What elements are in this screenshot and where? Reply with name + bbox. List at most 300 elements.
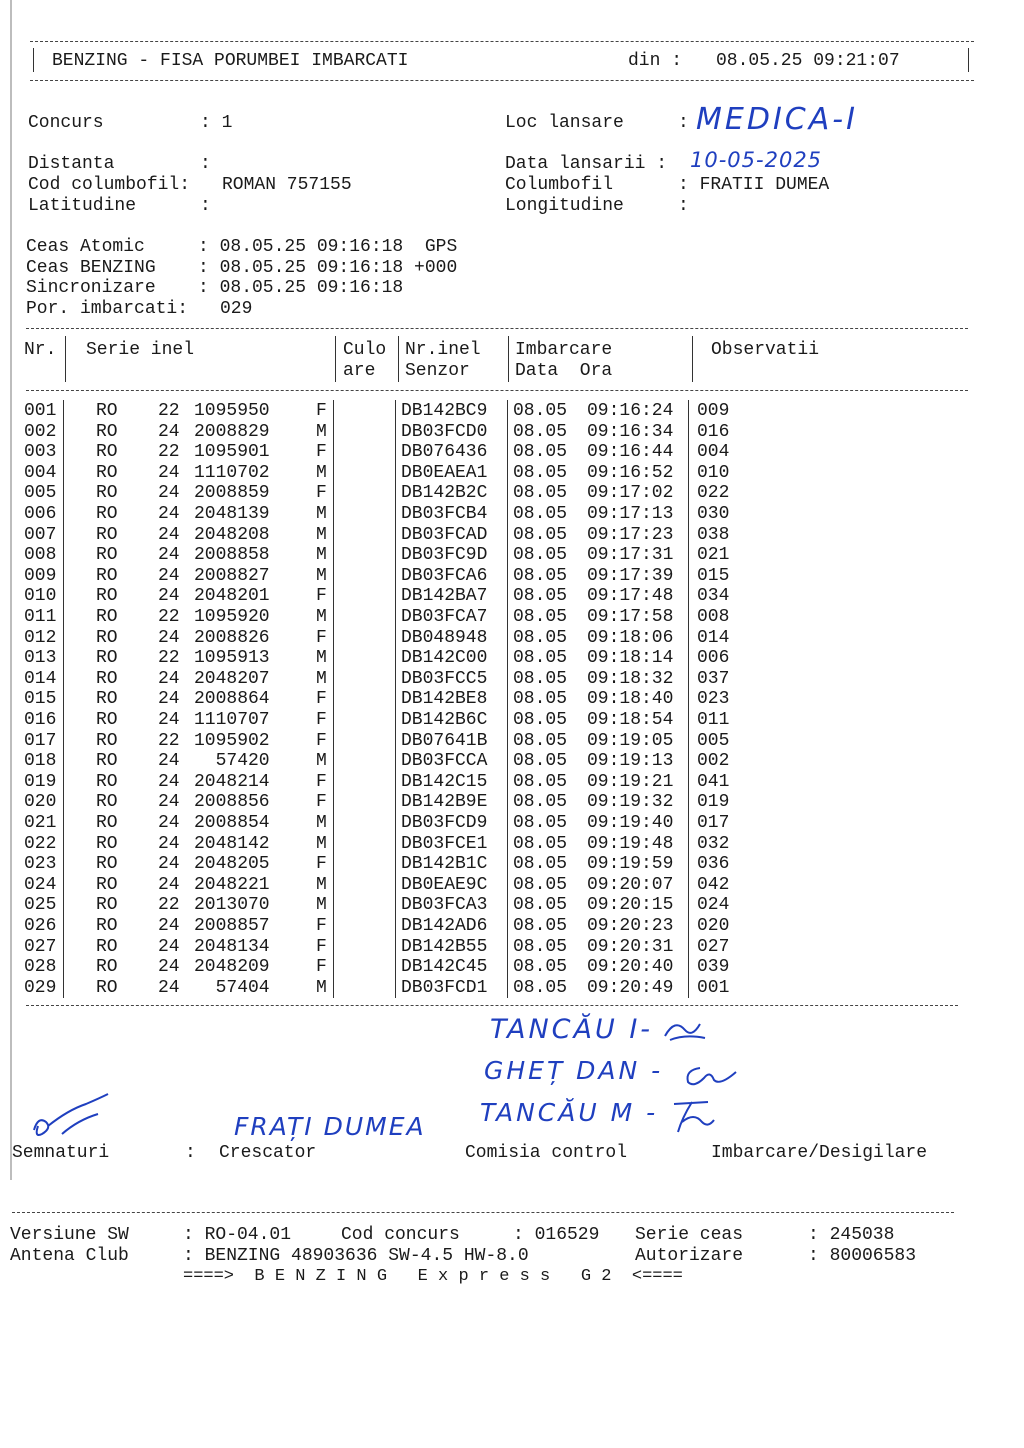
- cell-obs: 030: [697, 504, 730, 524]
- cell-ora: 09:20:23: [587, 916, 674, 936]
- cell-ora: 09:17:02: [587, 483, 674, 504]
- cell-an: 22: [158, 607, 180, 627]
- cell-ora: 09:18:32: [587, 668, 674, 689]
- cell-an: 24: [158, 854, 180, 875]
- cell-ora: 09:20:15: [587, 895, 674, 916]
- cell-nr: 010: [24, 586, 57, 607]
- cell-inel: 2008856: [194, 792, 270, 813]
- cell-tara: RO: [96, 977, 118, 998]
- col-header-nr-inel-1: Nr.inel: [405, 340, 481, 360]
- cell-obs: 011: [697, 710, 730, 730]
- col-header-nr: Nr.: [24, 340, 57, 360]
- cell-ora: 09:16:24: [587, 401, 674, 421]
- autorizare-value: : 80006583: [808, 1246, 917, 1266]
- cell-ora: 09:19:05: [587, 730, 674, 751]
- cell-ora: 09:18:06: [587, 627, 674, 648]
- table-row: [0, 689, 1024, 710]
- ceas-atomic-label: Ceas Atomic: [26, 237, 145, 257]
- cell-obs: 001: [697, 977, 730, 998]
- cell-ora: 09:17:48: [587, 586, 674, 607]
- footer-rule: [12, 1212, 954, 1213]
- cell-data: 08.05: [513, 607, 568, 627]
- loc-lansare-colon: :: [678, 113, 689, 133]
- cell-an: 22: [158, 401, 180, 421]
- cell-data: 08.05: [513, 751, 568, 772]
- col-header-imbarcare-2: Data Ora: [515, 361, 613, 381]
- cell-tara: RO: [96, 483, 118, 504]
- cell-sex: M: [316, 607, 327, 627]
- cell-nr: 007: [24, 524, 57, 545]
- porumbei-imbarcati-label: Por. imbarcati:: [26, 299, 189, 319]
- cell-inel: 1095913: [194, 648, 270, 669]
- table-row: [0, 648, 1024, 669]
- cell-data: 08.05: [513, 854, 568, 875]
- cell-data: 08.05: [513, 483, 568, 504]
- cell-sex: F: [316, 401, 327, 421]
- cell-data: 08.05: [513, 627, 568, 648]
- cell-tara: RO: [96, 751, 118, 772]
- cell-tara: RO: [96, 524, 118, 545]
- cell-obs: 022: [697, 483, 730, 504]
- cell-senzor: DB142BE8: [401, 689, 488, 710]
- longitudine-value: :: [678, 196, 689, 216]
- col-header-culoare-2: are: [343, 361, 376, 381]
- table-row: [0, 463, 1024, 484]
- cell-obs: 039: [697, 957, 730, 978]
- cod-columbofil-label: Cod columbofil:: [28, 175, 191, 195]
- cell-inel: 2008858: [194, 545, 270, 566]
- cell-senzor: DB03FCAD: [401, 524, 488, 545]
- cell-senzor: DB03FC9D: [401, 545, 488, 566]
- cell-senzor: DB142C15: [401, 771, 488, 792]
- cell-an: 22: [158, 648, 180, 669]
- latitudine-value: :: [200, 196, 211, 216]
- cell-nr: 021: [24, 813, 57, 833]
- cell-obs: 037: [697, 668, 730, 689]
- concurs-value: : 1: [200, 113, 233, 133]
- cell-ora: 09:18:40: [587, 689, 674, 710]
- crescator-label: Crescator: [219, 1143, 317, 1163]
- cell-senzor: DB03FCB4: [401, 504, 488, 524]
- cell-ora: 09:20:31: [587, 936, 674, 957]
- antena-club-label: Antena Club: [10, 1246, 129, 1266]
- cell-senzor: DB03FCD9: [401, 813, 488, 833]
- cell-nr: 025: [24, 895, 57, 916]
- cell-senzor: DB142B6C: [401, 710, 488, 730]
- loc-lansare-handwritten: MEDICA-I: [696, 102, 858, 137]
- cell-ora: 09:19:32: [587, 792, 674, 813]
- table-row: [0, 772, 1024, 793]
- cell-an: 24: [158, 545, 180, 566]
- cell-obs: 036: [697, 854, 730, 875]
- cell-inel: 2048208: [194, 524, 270, 545]
- cell-nr: 014: [24, 668, 57, 689]
- cell-inel: 2008864: [194, 689, 270, 710]
- cell-tara: RO: [96, 627, 118, 648]
- cell-data: 08.05: [513, 668, 568, 689]
- cell-an: 24: [158, 504, 180, 524]
- cell-senzor: DB03FCD1: [401, 977, 488, 998]
- cell-an: 24: [158, 710, 180, 730]
- cell-sex: M: [316, 813, 327, 833]
- cell-tara: RO: [96, 668, 118, 689]
- cell-senzor: DB0EAEA1: [401, 462, 488, 483]
- cell-senzor: DB03FCA3: [401, 895, 488, 916]
- cell-an: 24: [158, 751, 180, 772]
- cell-sex: F: [316, 916, 327, 936]
- cell-inel: 1110702: [194, 462, 270, 483]
- cell-an: 22: [158, 442, 180, 463]
- cell-sex: F: [316, 442, 327, 463]
- concurs-label: Concurs: [28, 113, 104, 133]
- cell-an: 24: [158, 916, 180, 936]
- cell-tara: RO: [96, 936, 118, 957]
- cell-tara: RO: [96, 730, 118, 751]
- cell-senzor: DB03FCA6: [401, 565, 488, 586]
- col-divider: [335, 336, 336, 382]
- col-divider: [508, 336, 509, 382]
- cell-tara: RO: [96, 792, 118, 813]
- cell-data: 08.05: [513, 771, 568, 792]
- col-divider: [398, 336, 399, 382]
- cell-nr: 019: [24, 771, 57, 792]
- cell-an: 24: [158, 421, 180, 442]
- semnaturi-label: Semnaturi: [12, 1143, 110, 1163]
- cell-sex: M: [316, 565, 327, 586]
- semnaturi-colon: :: [185, 1143, 196, 1163]
- cell-data: 08.05: [513, 833, 568, 854]
- cell-sex: M: [316, 421, 327, 442]
- cell-nr: 002: [24, 421, 57, 442]
- cell-data: 08.05: [513, 895, 568, 916]
- cell-tara: RO: [96, 895, 118, 916]
- cell-an: 24: [158, 524, 180, 545]
- cell-data: 08.05: [513, 401, 568, 421]
- cell-an: 24: [158, 565, 180, 586]
- cell-nr: 024: [24, 874, 57, 895]
- cell-ora: 09:19:48: [587, 833, 674, 854]
- cell-obs: 021: [697, 545, 730, 566]
- cell-an: 24: [158, 771, 180, 792]
- cell-obs: 020: [697, 916, 730, 936]
- cell-senzor: DB142BC9: [401, 401, 488, 421]
- cell-nr: 008: [24, 545, 57, 566]
- table-row: [0, 751, 1024, 772]
- sincronizare-value: : 08.05.25 09:16:18: [198, 278, 404, 298]
- cell-inel: 2048139: [194, 504, 270, 524]
- table-row: [0, 525, 1024, 546]
- cell-nr: 020: [24, 792, 57, 813]
- distanta-label: Distanta: [28, 154, 115, 174]
- cell-senzor: DB07641B: [401, 730, 488, 751]
- cell-tara: RO: [96, 689, 118, 710]
- cell-inel: 2048214: [194, 771, 270, 792]
- cell-an: 24: [158, 957, 180, 978]
- cell-obs: 002: [697, 751, 730, 772]
- cell-sex: M: [316, 668, 327, 689]
- cell-data: 08.05: [513, 730, 568, 751]
- cell-obs: 042: [697, 874, 730, 895]
- cell-inel: 2008829: [194, 421, 270, 442]
- cell-sex: F: [316, 792, 327, 813]
- cell-senzor: DB142B2C: [401, 483, 488, 504]
- cell-senzor: DB076436: [401, 442, 488, 463]
- cell-sex: M: [316, 648, 327, 669]
- cell-ora: 09:20:40: [587, 957, 674, 978]
- cell-data: 08.05: [513, 648, 568, 669]
- table-row: [0, 401, 1024, 422]
- cell-nr: 029: [24, 977, 57, 998]
- cell-sex: F: [316, 627, 327, 648]
- cell-data: 08.05: [513, 565, 568, 586]
- table-row: [0, 422, 1024, 443]
- cell-obs: 017: [697, 813, 730, 833]
- cell-data: 08.05: [513, 710, 568, 730]
- cell-inel: 2008857: [194, 916, 270, 936]
- cell-sex: F: [316, 689, 327, 710]
- cell-senzor: DB142AD6: [401, 916, 488, 936]
- antena-club-value: : BENZING 48903636 SW-4.5 HW-8.0: [183, 1246, 529, 1266]
- cell-obs: 027: [697, 936, 730, 957]
- col-header-serie: Serie inel: [86, 340, 195, 360]
- cell-senzor: DB142B9E: [401, 792, 488, 813]
- data-lansarii-label: Data lansarii :: [505, 154, 668, 174]
- cell-data: 08.05: [513, 916, 568, 936]
- cell-tara: RO: [96, 504, 118, 524]
- table-row: [0, 586, 1024, 607]
- cell-inel: 2048221: [194, 874, 270, 895]
- cell-nr: 022: [24, 833, 57, 854]
- versiune-sw-value: : RO-04.01: [183, 1225, 292, 1245]
- table-row: [0, 957, 1024, 978]
- crescator-handwritten: FRAȚI DUMEA: [234, 1112, 426, 1141]
- cell-ora: 09:19:59: [587, 854, 674, 875]
- cell-tara: RO: [96, 833, 118, 854]
- table-row: [0, 628, 1024, 649]
- cell-sex: M: [316, 524, 327, 545]
- cell-sex: F: [316, 710, 327, 730]
- table-row: [0, 545, 1024, 566]
- cell-senzor: DB03FCC5: [401, 668, 488, 689]
- cell-inel: 57420: [194, 751, 270, 772]
- cell-nr: 028: [24, 957, 57, 978]
- cell-tara: RO: [96, 607, 118, 627]
- cell-inel: 1095902: [194, 730, 270, 751]
- table-row: [0, 442, 1024, 463]
- cell-obs: 023: [697, 689, 730, 710]
- columbofil-label: Columbofil: [505, 175, 614, 195]
- cell-nr: 009: [24, 565, 57, 586]
- porumbei-imbarcati-value: 029: [220, 299, 253, 319]
- cell-inel: 2008859: [194, 483, 270, 504]
- cell-an: 24: [158, 936, 180, 957]
- cell-ora: 09:16:34: [587, 421, 674, 442]
- cell-ora: 09:18:14: [587, 648, 674, 669]
- header-right-border: [968, 48, 969, 72]
- cell-nr: 012: [24, 627, 57, 648]
- cell-senzor: DB03FCCA: [401, 751, 488, 772]
- cell-inel: 2048207: [194, 668, 270, 689]
- cell-nr: 006: [24, 504, 57, 524]
- cell-nr: 023: [24, 854, 57, 875]
- longitudine-label: Longitudine: [505, 196, 624, 216]
- cell-ora: 09:17:31: [587, 545, 674, 566]
- col-header-imbarcare-1: Imbarcare: [515, 340, 613, 360]
- table-row: [0, 566, 1024, 587]
- cell-inel: 2048201: [194, 586, 270, 607]
- table-row: [0, 792, 1024, 813]
- cell-tara: RO: [96, 771, 118, 792]
- sincronizare-label: Sincronizare: [26, 278, 156, 298]
- cell-tara: RO: [96, 648, 118, 669]
- cell-tara: RO: [96, 957, 118, 978]
- cell-nr: 001: [24, 401, 57, 421]
- cell-data: 08.05: [513, 792, 568, 813]
- cell-inel: 2013070: [194, 895, 270, 916]
- cell-obs: 015: [697, 565, 730, 586]
- loc-lansare-label: Loc lansare: [505, 113, 624, 133]
- cell-nr: 011: [24, 607, 57, 627]
- cell-inel: 57404: [194, 977, 270, 998]
- cell-obs: 032: [697, 833, 730, 854]
- cell-tara: RO: [96, 462, 118, 483]
- cell-obs: 024: [697, 895, 730, 916]
- col-header-observatii: Observatii: [711, 340, 820, 360]
- comisia-control-label: Comisia control: [465, 1143, 628, 1163]
- document-title: BENZING - FISA PORUMBEI IMBARCATI: [52, 51, 409, 71]
- cell-tara: RO: [96, 916, 118, 936]
- cell-obs: 006: [697, 648, 730, 669]
- cell-senzor: DB142BA7: [401, 586, 488, 607]
- cell-inel: 1110707: [194, 710, 270, 730]
- cell-tara: RO: [96, 565, 118, 586]
- cell-an: 24: [158, 586, 180, 607]
- cell-obs: 010: [697, 462, 730, 483]
- cell-data: 08.05: [513, 586, 568, 607]
- cell-an: 24: [158, 689, 180, 710]
- cell-nr: 003: [24, 442, 57, 463]
- table-top-rule: [26, 328, 968, 329]
- commission-signature-3: [668, 1098, 718, 1138]
- cell-data: 08.05: [513, 957, 568, 978]
- cell-ora: 09:17:23: [587, 524, 674, 545]
- cell-obs: 041: [697, 771, 730, 792]
- cell-senzor: DB03FCD0: [401, 421, 488, 442]
- cell-an: 24: [158, 483, 180, 504]
- cell-obs: 034: [697, 586, 730, 607]
- cell-nr: 015: [24, 689, 57, 710]
- date-value: 08.05.25 09:21:07: [716, 51, 900, 71]
- cell-sex: M: [316, 895, 327, 916]
- cell-data: 08.05: [513, 545, 568, 566]
- cell-inel: 2008854: [194, 813, 270, 833]
- cell-data: 08.05: [513, 977, 568, 998]
- cell-ora: 09:16:44: [587, 442, 674, 463]
- cell-inel: 2008827: [194, 565, 270, 586]
- imbarcare-desigilare-label: Imbarcare/Desigilare: [711, 1143, 928, 1163]
- cell-senzor: DB142B55: [401, 936, 488, 957]
- commission-signature-1: [660, 1016, 710, 1046]
- cell-nr: 027: [24, 936, 57, 957]
- col-divider: [692, 336, 693, 382]
- cell-nr: 016: [24, 710, 57, 730]
- cell-sex: F: [316, 957, 327, 978]
- cell-ora: 09:20:07: [587, 874, 674, 895]
- cell-ora: 09:17:39: [587, 565, 674, 586]
- cell-sex: M: [316, 874, 327, 895]
- cell-nr: 013: [24, 648, 57, 669]
- cell-inel: 2048205: [194, 854, 270, 875]
- cell-ora: 09:18:54: [587, 710, 674, 730]
- cell-an: 24: [158, 627, 180, 648]
- cell-ora: 09:19:13: [587, 751, 674, 772]
- table-row: [0, 710, 1024, 731]
- table-row: [0, 978, 1024, 999]
- cell-nr: 004: [24, 462, 57, 483]
- header-bottom-rule: [30, 80, 974, 81]
- header-top-rule: [30, 41, 974, 42]
- cell-data: 08.05: [513, 874, 568, 895]
- autorizare-label: Autorizare: [635, 1246, 744, 1266]
- col-header-culoare-1: Culo: [343, 340, 387, 360]
- cell-sex: M: [316, 462, 327, 483]
- cell-inel: 1095950: [194, 401, 270, 421]
- table-row: [0, 916, 1024, 937]
- cell-tara: RO: [96, 813, 118, 833]
- cell-inel: 1095920: [194, 607, 270, 627]
- cell-data: 08.05: [513, 813, 568, 833]
- commission-signature-2: [680, 1060, 740, 1090]
- table-row: [0, 854, 1024, 875]
- cell-tara: RO: [96, 442, 118, 463]
- cell-data: 08.05: [513, 936, 568, 957]
- cell-nr: 026: [24, 916, 57, 936]
- cell-inel: 1095901: [194, 442, 270, 463]
- columbofil-value: : FRATII DUMEA: [678, 175, 830, 195]
- ceas-benzing-label: Ceas BENZING: [26, 258, 156, 278]
- cell-ora: 09:16:52: [587, 462, 674, 483]
- cell-inel: 2048209: [194, 957, 270, 978]
- cell-sex: F: [316, 730, 327, 751]
- cell-ora: 09:17:13: [587, 504, 674, 524]
- semnaturi-signature: [28, 1090, 118, 1146]
- cell-tara: RO: [96, 586, 118, 607]
- cell-inel: 2048134: [194, 936, 270, 957]
- table-row: [0, 834, 1024, 855]
- cell-tara: RO: [96, 401, 118, 421]
- commission-name-1: TANCĂU I-: [490, 1014, 654, 1045]
- cell-sex: F: [316, 854, 327, 875]
- cell-data: 08.05: [513, 504, 568, 524]
- table-row: [0, 607, 1024, 628]
- col-divider: [65, 336, 66, 382]
- cell-data: 08.05: [513, 442, 568, 463]
- cell-data: 08.05: [513, 421, 568, 442]
- cell-senzor: DB142C00: [401, 648, 488, 669]
- cell-sex: F: [316, 586, 327, 607]
- cell-ora: 09:17:58: [587, 607, 674, 627]
- cell-data: 08.05: [513, 689, 568, 710]
- data-lansarii-handwritten: 10-05-2025: [690, 148, 823, 172]
- table-row: [0, 504, 1024, 525]
- cell-senzor: DB142B1C: [401, 854, 488, 875]
- cell-sex: M: [316, 977, 327, 998]
- cell-sex: F: [316, 771, 327, 792]
- cell-tara: RO: [96, 874, 118, 895]
- cell-sex: M: [316, 833, 327, 854]
- cell-an: 24: [158, 977, 180, 998]
- cell-an: 24: [158, 874, 180, 895]
